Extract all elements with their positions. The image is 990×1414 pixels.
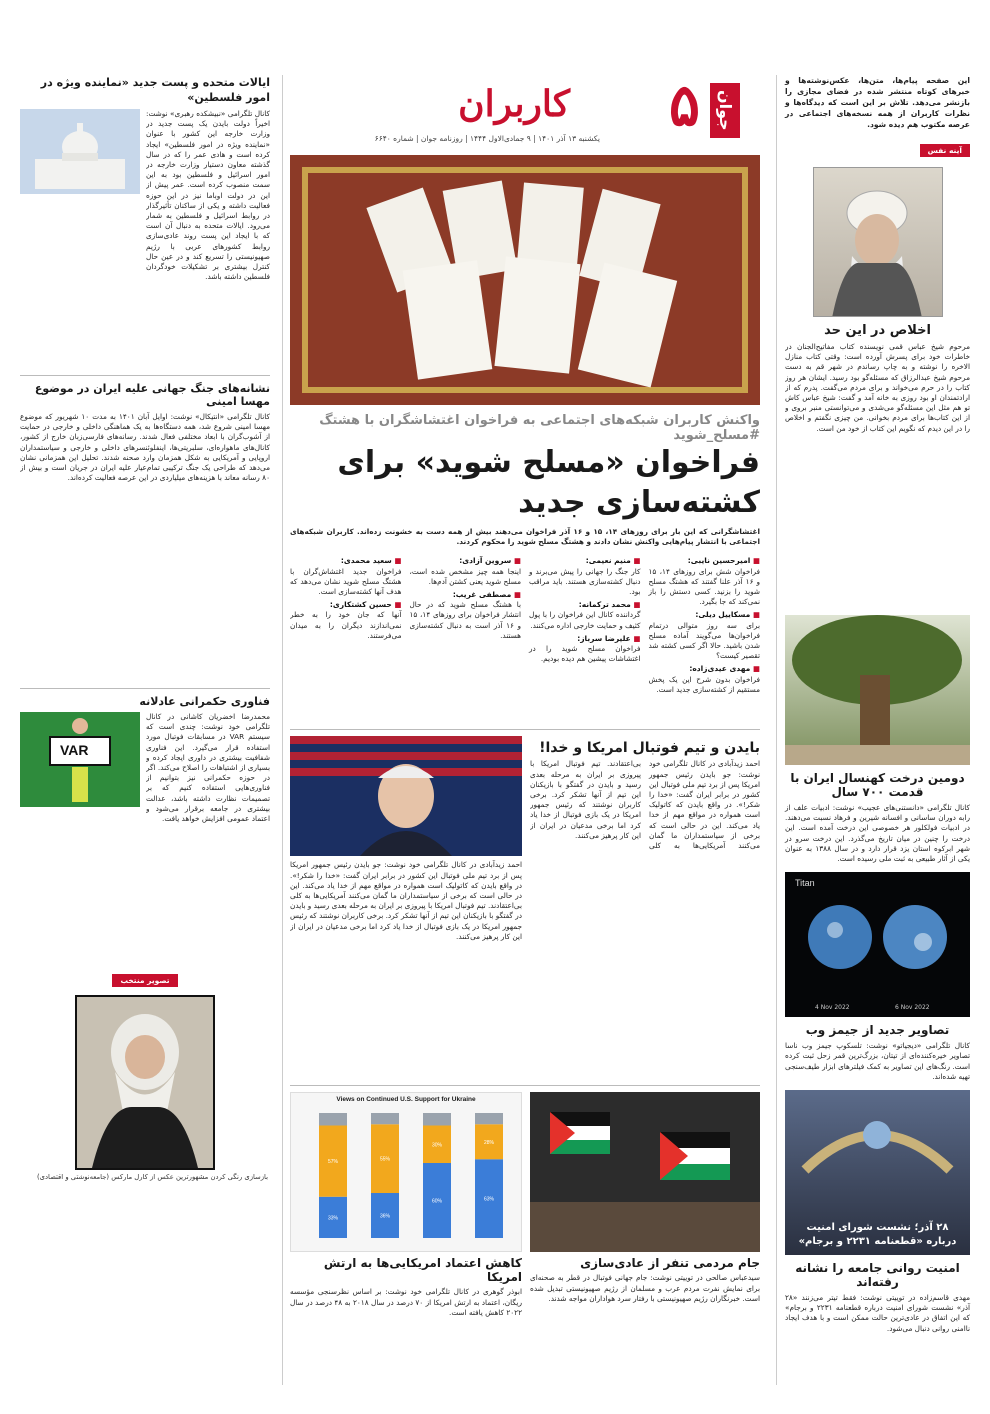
quote-text: برای سه روز متوالی درتمام فراخوان‌ها می‌گویند آماده مسلح شدن باشید. حالا اگر کسی کشته شد تقصیر کیست؟ [648,620,760,661]
un-banner: ۲۸ آذر؛ نشست شورای امنیت درباره «قطعنامه ۲۲۳۱ و برجام» [798,1222,957,1248]
biden-body-cont: احمد زیدآبادی در کانال تلگرامی خود نوشت: جو بایدن رئیس جمهور امریکا پس از برد تیم ملی فوتبال این کشور در برابر ایران گفت: «خدا را شکر!». در واقع بایدن که کاتولیک است همواره در مواقع مهم از خدا یاد می‌کند. این در حالی است که برخی از سیاستمداران ما گمان می‌کنند آمریکایی‌ها به کلی بی‌اعتقادند. تیم فوتبال امریکا با پیروزی بر ایران به مرحله بعدی رسید و بایدن در گفتگو با بازیکنان این تیم از آنها تشکر کرد. برخی کاربران نوشتند که رئیس جمهور امریکا در یک بازی فوتبال از خدا یاد کرد اما برخی مدعیان در ایران از این کار پرهیز می‌کنند. [290,860,522,941]
quote-column [649,553,761,723]
quote-author: ■ مسکاییل دیلی: [649,610,761,620]
newspaper-logo: جوان [710,83,740,138]
main-lead: اغتشاشگرانی که این بار برای روزهای ۱۴، ۱۵ و ۱۶ آذر فراخوان می‌دهند بیش از همه دست به خشونت زده‌اند. کاربران شبکه‌های اجتماعی با انتشار پیام‌هایی واکنش نشان دادند و هشتگ مسلح شوید را محکوم کردند. [290,527,760,547]
quote-text: کار جنگ را جهانی را پیش می‌برند و دنبال کشته‌سازی هستند. باید مراقب بود. [529,566,641,597]
left-column [20,75,270,1385]
biden-section [290,736,760,1079]
titan-title: تصاویر جدید از جیمز وب [805,1023,950,1038]
var-body: محمدرضا اخضریان کاشانی در کانال تلگرامی خود نوشت: چندی است که سیستم VAR در مسابقات فوتبال مورد استفاده قرار می‌گیرد. این فناوری شفافیت بیشتری در داوری ایجاد کرده و بسیاری از اشتباهات را اصلاح می‌کند. اگر در حوزه حکمرانی نیز بتوانیم از فناوری‌هایی استفاده کنیم که بر تصمیمات نظارت داشته باشد، عدالت بیشتری در جامعه برقرار می‌شود و اعتماد عمومی افزایش خواهد یافت. [146,712,270,824]
tree-photo [785,615,970,765]
quote-text: آنها که جان خود را به خطر نمی‌اندازند دیگران را به میدان می‌فرستند. [290,610,402,640]
titan-body: کانال تلگرامی «دیجیاتو» نوشت: تلسکوپ جیمز وب ناسا تصاویر خیره‌کننده‌ای از تیتان، بزرگ‌ترین قمر زحل ثبت کرده است. رنگ‌های این تصاویر به کمک فیلترهای ابزار طیف‌سنجی تهیه شده‌اند. [785,1041,970,1081]
quote-column [529,553,641,723]
chart-bar-segment [319,1113,347,1126]
chart-value-label: 55% [379,1157,391,1164]
section-divider [20,688,270,689]
titan-date-2: 6 Nov 2022 [895,1004,930,1012]
quote-author: ■ مهدی عیدی‌زاده: [649,664,761,674]
cleric-portrait-icon [813,168,942,317]
un-council-icon [785,1090,970,1200]
quote-author: ■ مصطفی غریب: [410,590,522,600]
flag-backdrop-icon [290,736,522,856]
lead-photo [290,155,760,405]
main-column [290,155,760,1318]
chart-bar-segment [371,1113,399,1124]
us-body: کانال تلگرامی «نبیشکده رهبری» نوشت: اخیراً دولت بایدن یک پست جدید در وزارت خارجه این کشور با عنوان «نماینده ویژه در امور فلسطین» ایجاد کرده است و هادی عمر را که در سال گذشته معاون دستیار وزارت خارجه در امور اسرائیل و فلسطین بود به این سمت منصوب کرده است. عمر پیش از این در دولت اوباما نیز در این حوزه فعالیت داشته و یکی از ساکنان تأثیرگذار در روابط اسرائیل و فلسطین به شمار می‌رود. ایالات متحده به دنبال آن است که با ایجاد این پست روند عادی‌سازی روابط کشورهای عربی با رژیم صهیونیستی را تسریع کند و در عین حال کنترل بیشتری بر تشکیلات خودگردان فلسطین داشته باشد. [146,109,270,282]
page-intro: این صفحه پیام‌ها، متن‌ها، عکس‌نوشته‌ها و خبرهای کوتاه منتشر شده در فضای مجازی را بازنشر می‌دهد. تلاش بر این است که دیدگاه‌ها و نظرات کاربران از همه نسخه‌های اجتماعی در عرصه مکتوب هم دیده شود. [785,76,970,129]
palestine-flags-icon [530,1092,760,1252]
referee-icon [20,712,140,807]
protest-body: سیدعباس صالحی در توییتی نوشت: جام جهانی فوتبال در قطر به صحنه‌ای برای نمایش نفرت مردم عرب و مسلمان از رژیم صهیونیستی تبدیل شده است. خبرنگاران رژیم صهیونیستی با رفتار سرد هواداران مواجه شدند. [530,1273,760,1303]
cleric-body: مرحوم شیخ عباس قمی نویسنده کتاب مفاتیح‌الجنان در خاطرات خود برای پسرش آورده است: وقتی کتاب منازل الاخره را نوشته و به چاپ رساندم در شهر قم به دست مرحوم شیخ عبدالرزاق که مسئله‌گو بود رسید. ایشان هر روز کتاب را در حرم می‌خواند و برای مردم می‌گفت. پدرم که از ارادتمندان او بود روزی به خانه آمد و گفت: شیخ عباس کاش تو هم مثل این مسئله‌گو می‌شدی و می‌توانستی منبر بروی و از این کتاب‌ها برای مردم بخوانی. من چیزی نگفتم و اخلاص را در این دیدم که نگویم این کتاب از خود من است. [785,342,970,433]
quote-author: ■ سروین آزادی: [410,556,522,566]
chart-value-label: 33% [327,1215,339,1222]
tree-body: کانال تلگرامی «دانستنی‌های عجیب» نوشت: ادبیات علف از رابه دوران ساسانی و افسانه شیرین و فرهاد نسبت می‌دهند. در ادبیات فولکلور هر خصوصی این درخت آمده است. این درخت را چنین در میان تاریخ می‌گذرد. این درخت سرو در شهر ابرکوه استان یزد قرار دارد و در سال ۱۳۸۸ به عنوان یکی از آثار طبیعی به ثبت ملی رسیده است. [785,803,971,864]
right-column [785,75,970,1385]
cleric-title: اخلاص در این حد [824,323,931,338]
biden-title: بایدن و تیم فوتبال امریکا و خدا! [539,740,760,757]
protest-title: جام مردمی تنفر از عادی‌سازی [580,1256,760,1271]
quote-author: ■ امیرحسین نایبی: [649,556,761,566]
biden-body: احمد زیدآبادی در کانال تلگرامی خود نوشت: جو بایدن رئیس جمهور امریکا پس از برد تیم ملی فوتبال این کشور در برابر ایران گفت: «خدا را شکر!». در واقع بایدن که کاتولیک است همواره در مواقع مهم از خدا یاد می‌کند. این در حالی است که برخی از سیاستمداران ما گمان می‌کنند آمریکایی‌ها به کلی بی‌اعتقادند. تیم فوتبال امریکا با پیروزی بر ایران به مرحله بعدی رسید و بایدن در گفتگو با بازیکنان این تیم از آنها تشکر کرد. برخی کاربران نوشتند که رئیس جمهور امریکا در یک بازی فوتبال از خدا یاد کرد اما برخی مدعیان در ایران از این کار پرهیز می‌کنند. [530,759,760,851]
section-title: کاربران [458,83,570,125]
us-title: ایالات متحده و پست جدید «نماینده ویژه در امور فلسطین» [40,76,270,104]
page-number: ۵ [668,71,700,139]
masthead [290,71,740,155]
quote-author: ■ حسین کشتکاری: [290,600,402,610]
tree-icon [785,615,970,765]
main-kicker: واکنش کاربران شبکه‌های اجتماعی به فراخوان اغتشاشگران با هشتگ #مسلح_شوید [319,413,760,443]
biden-photo [290,736,522,856]
chart-bar-segment [475,1113,503,1124]
var-title: فناوری حکمرانی عادلانه [139,695,270,708]
chart-value-label: 28% [483,1140,495,1147]
chart-value-label: 57% [327,1159,339,1166]
chart-value-label: 60% [431,1198,443,1205]
dateline: یکشنبه ۱۳ آذر ۱۴۰۱ | ۹ جمادی‌الاول ۱۴۴۴ | روزنامه جوان | شماره ۶۶۴۰ [374,134,600,143]
chart-value-label: 63% [483,1197,495,1204]
chart-bar-segment [423,1113,451,1126]
column-divider [282,75,283,1385]
bottom-row [290,1092,760,1318]
quote-column [410,553,522,723]
chart-plot [289,1103,521,1248]
titan-label: Titan [795,878,815,889]
section-divider [20,375,270,376]
quotes-grid [290,553,760,723]
capitol-photo [20,109,140,194]
quote-text: فراخوان جدید اغتشاش‌گران با هشتگ مسلح شوید نشان می‌دهد که هدف آنها کشته‌سازی است. [290,566,402,597]
marx-photo [75,995,215,1170]
chart-article-body: ابوذر گوهری در کانال تلگرامی خود نوشت: بر اساس نظرسنجی مؤسسه ریگان، اعتماد به ارتش امریکا از ۷۰ درصد در سال ۲۰۱۸ به ۴۸ درصد در سال ۲۰۲۲ کاهش یافته است. [290,1287,522,1317]
tree-title: دومین درخت کهنسال ایران با قدمت ۷۰۰ سال [790,771,965,799]
quote-text: فراخوان مسلح شوید را در اغتشاشات پیشین هم دیده بودیم. [529,644,641,664]
cleric-photo [813,167,943,317]
quote-text: اینجا همه چیز مشخص شده است، مسلح شوید یعنی کشتن آدم‌ها. [409,566,521,586]
quote-text: فراخوان شش برای روزهای ۱۴، ۱۵ و ۱۶ آذر علنا گفتند که هشتگ مسلح شوید را بزنید. کسی دستش را باز نمی‌کند که جا بگیرد. [648,566,760,607]
ballot-papers-icon [290,155,760,405]
main-headline: فراخوان «مسلح شوید» برای کشته‌سازی جدید [337,445,760,520]
quote-column [290,553,402,723]
quote-author: ■ محمد ترکمانه: [529,600,641,610]
chart-article-title: کاهش اعتماد امریکایی‌ها به ارتش امریکا [323,1256,522,1285]
titan-moons-icon [785,872,970,1017]
karl-marx-portrait-icon [77,997,213,1168]
war-title: نشانه‌های جنگ جهانی علیه ایران در موضوع مهسا امینی [34,382,270,408]
quote-author: ■ منیم نعیمی: [529,556,641,566]
var-label: VAR [60,742,89,758]
quote-text: گرداننده کانال این فراخوان را با پول کثیف و حمایت خارجی اداره می‌کنند. [529,610,641,630]
chart-title: Views on Continued U.S. Support for Ukraine [336,1096,476,1104]
quote-text: با هشتگ مسلح شوید که در حال انتشار فراخوان برای روزهای ۱۴، ۱۵ و ۱۶ آذر است به دنبال کشته‌سازی هستند. [409,600,521,640]
column-divider [776,75,777,1385]
var-photo [20,712,140,807]
tag-selected-image: تصویر منتخب [112,974,177,987]
war-body: کانال تلگرامی «انتیکال» نوشت: اوایل آبان ۱۴۰۱ به مدت ۱۰ شهریور که موضوع مهسا امینی شروع شد، همه دستگاه‌ها به یک هماهنگی داخلی و خارجی در حمایت از آشوب‌گران با ابعاد مختلفی فعال شدند. رسانه‌های فارسی‌زبان خارج از کشور، کانال‌های ماهواره‌ای، سلبریتی‌ها، اینفلوئنسرهای داخلی و خارجی و سیاستمداران اروپایی و آمریکایی به شکل همزمان وارد صحنه شدند. تحلیل این همزمانی نشان می‌دهد که طراحی یک جنگ ترکیبی تمام‌عیار علیه ایران در جریان است و بیش از ۸۰ رسانه معاند با هزینه‌های میلیاردی در این عرصه فعالیت کرده‌اند. [20,412,270,483]
un-photo [785,1090,970,1255]
protest-photo [530,1092,760,1252]
titan-image [785,872,970,1017]
capitol-building-icon [20,109,140,194]
quote-author: ■ علیرضا سرباز: [529,634,641,644]
quote-author: ■ سعید محمدی: [290,556,402,566]
titan-date-1: 4 Nov 2022 [815,1004,850,1012]
chart-value-label: 30% [431,1142,443,1149]
tag-mirror: آینه نفس [920,144,970,157]
support-chart [290,1092,522,1252]
section-divider [290,729,760,730]
quote-text: فراخوان بدون شرح این یک پخش مستقیم از کشته‌سازی جدید است. [648,674,760,694]
un-title: امنیت روانی جامعه را نشانه رفته‌اند [795,1261,960,1290]
un-body: مهدی قاسم‌زاده در توییتی نوشت: فقط تیتر می‌زنند «۲۸ آذر» نشست شورای امنیت درباره قطعنامه ۲۲۳۱ و برجام» که این اتفاق در عادی‌ترین حالت ممکن است و با هدف ایجاد ناامنی روانی دنبال می‌شود. [785,1293,971,1333]
chart-value-label: 36% [379,1213,391,1220]
marx-caption: بازسازی رنگی کردن مشهورترین عکس از کارل مارکس (جامعه‌نوشتی و اقتصادی) [37,1173,268,1181]
section-divider [290,1085,760,1086]
